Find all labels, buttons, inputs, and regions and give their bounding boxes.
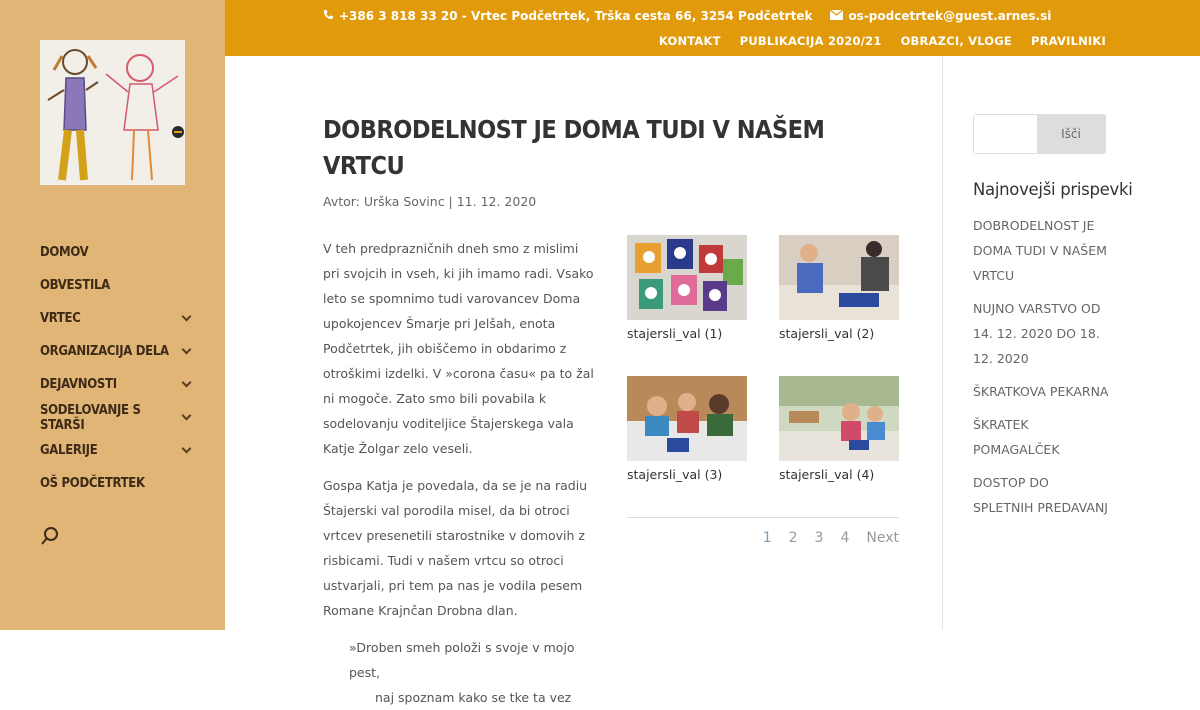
recent-post-link[interactable]: ŠKRATKOVA PEKARNA	[973, 384, 1109, 399]
gallery-thumbnail-children[interactable]	[779, 235, 899, 320]
article-paragraph: Gospa Katja je povedala, da se je na radiu Štajerski val porodila misel, da bi otroci vrtcev presenetili starostnike v domovih z risbicami. Tudi v našem vrtcu so otroci ustvarjali, pri tem pa nas je vodila pesem Romane Krajnčan Drobna dlan.	[323, 478, 588, 618]
top-navigation	[659, 34, 1106, 48]
article-title: DOBRODELNOST JE DOMA TUDI V NAŠEM VRTCU	[323, 115, 825, 180]
nav-item-organizacija-dela[interactable]	[40, 335, 210, 368]
gallery-thumbnail-handprints[interactable]	[627, 235, 747, 320]
email-link[interactable]: os-podcetrtek@guest.arnes.si	[848, 9, 1052, 23]
nav-item-label: OBVESTILA	[40, 278, 110, 293]
phone-address-text: +386 3 818 33 20 - Vrtec Podčetrtek, Trška cesta 66, 3254 Podčetrtek	[339, 9, 813, 23]
gallery-thumbnail-classroom[interactable]	[779, 376, 899, 461]
recent-post-link[interactable]: NUJNO VARSTVO OD 14. 12. 2020 DO 18. 12. 2020	[973, 301, 1101, 366]
nav-item-label: SODELOVANJE S STARŠI	[40, 402, 141, 433]
article	[323, 112, 903, 705]
gallery-pagination	[627, 517, 899, 546]
gallery-item	[779, 376, 899, 482]
gallery-item	[779, 235, 899, 341]
page-link-1[interactable]: 1	[762, 530, 772, 546]
chevron-down-icon[interactable]	[182, 378, 192, 388]
search-form	[973, 114, 1106, 154]
search-button[interactable]: Išči	[1037, 115, 1105, 153]
sidebar-divider	[942, 56, 943, 630]
page-link-4[interactable]: 4	[840, 530, 850, 546]
gallery-item	[627, 235, 747, 341]
site-logo[interactable]	[40, 40, 185, 185]
gallery-caption: stajersli_val (1)	[627, 326, 723, 341]
nav-item-label: ORGANIZACIJA DELA	[40, 344, 169, 359]
recent-posts-heading: Najnovejši prispevki	[973, 180, 1133, 199]
recent-post-link[interactable]: DOBRODELNOST JE DOMA TUDI V NAŠEM VRTCU	[973, 218, 1107, 283]
recent-posts-list	[973, 213, 1113, 528]
nav-item-label: VRTEC	[40, 311, 81, 326]
gallery-thumbnail-table[interactable]	[627, 376, 747, 461]
gallery-caption: stajersli_val (4)	[779, 467, 875, 482]
nav-item-dejavnosti[interactable]	[40, 368, 210, 401]
left-sidebar	[0, 0, 225, 630]
top-nav-obrazci[interactable]: OBRAZCI, VLOGE	[900, 34, 1012, 48]
nav-item-galerije[interactable]	[40, 434, 210, 467]
nav-item-sodelovanje[interactable]	[40, 401, 210, 434]
next-page-link[interactable]: Next	[866, 530, 899, 546]
search-icon[interactable]	[40, 526, 60, 546]
article-meta: Avtor: Urška Sovinc | 11. 12. 2020	[323, 194, 537, 209]
page-link-3[interactable]: 3	[814, 530, 824, 546]
chevron-down-icon[interactable]	[182, 345, 192, 355]
top-nav-publikacija[interactable]: PUBLIKACIJA 2020/21	[739, 34, 882, 48]
contact-info	[323, 9, 1051, 23]
gallery-caption: stajersli_val (2)	[779, 326, 875, 341]
envelope-icon	[830, 9, 843, 23]
poem-line: »Droben smeh položi s svoje v mojo pest,	[349, 640, 575, 680]
page-link-2[interactable]: 2	[788, 530, 798, 546]
nav-item-label: GALERIJE	[40, 443, 98, 458]
gallery-item	[627, 376, 747, 482]
children-drawing-logo	[40, 40, 185, 185]
nav-item-os-podcetrtek[interactable]	[40, 467, 210, 500]
top-header-bar	[225, 0, 1200, 56]
nav-item-label: OŠ PODČETRTEK	[40, 476, 145, 491]
article-paragraph: V teh predprazničnih dneh smo z mislimi pri svojcih in vseh, ki jih imamo radi. Vsako leto se spomnimo tudi varovancev Doma upokojencev Šmarje pri Jelšah, enota Podčetrtek, jih obiščemo in obdarimo z otroškimi izdelki. V »corona času« pa to žal ni mogoče. Zato smo bili povabila k sodelovanju voditeljice Štajerskega vala Katje Žolgar zelo veseli.	[323, 241, 594, 456]
nav-item-obvestila[interactable]	[40, 269, 210, 302]
recent-post-link[interactable]: ŠKRATEK POMAGALČEK	[973, 417, 1060, 457]
chevron-down-icon[interactable]	[182, 312, 192, 322]
recent-post-link[interactable]: DOSTOP DO SPLETNIH PREDAVANJ	[973, 475, 1108, 515]
article-body	[323, 236, 598, 710]
top-nav-kontakt[interactable]: KONTAKT	[658, 34, 721, 48]
nav-item-label: DEJAVNOSTI	[40, 377, 117, 392]
chevron-down-icon[interactable]	[182, 444, 192, 454]
nav-item-vrtec[interactable]	[40, 302, 210, 335]
poem-line: naj spoznam kako se tke ta vez	[375, 690, 572, 705]
nav-item-label: DOMOV	[40, 245, 89, 260]
search-input[interactable]	[974, 115, 1037, 153]
nav-item-domov[interactable]	[40, 236, 210, 269]
main-navigation	[40, 236, 210, 500]
gallery-caption: stajersli_val (3)	[627, 467, 723, 482]
phone-icon	[323, 9, 334, 23]
top-nav-pravilniki[interactable]: PRAVILNIKI	[1030, 34, 1106, 48]
